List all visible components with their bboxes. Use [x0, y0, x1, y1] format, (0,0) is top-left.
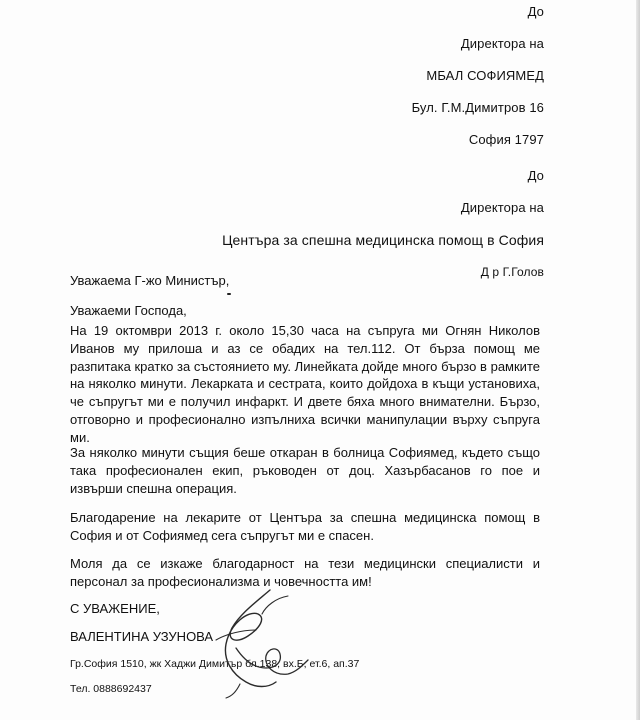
salutation-gentlemen: Уважаеми Господа, — [70, 303, 187, 318]
salutation-minister: Уважаема Г-жо Министър, — [70, 273, 230, 288]
recipient-title: Директора на — [460, 36, 544, 51]
pen-mark — [227, 293, 231, 295]
recipient-block-hospital — [412, 2, 544, 162]
sender-name: ВАЛЕНТИНА УЗУНОВА — [70, 629, 214, 644]
recipient-person: Д р Г.Голов — [480, 265, 544, 279]
paragraph-incident: На 19 октомври 2013 г. около 15,30 часа на съпруга ми Огнян Николов Иванов му прилоша и аз се обадих на тел.112. От бърза помощ ме разпитака кратко за състоянието му. Линейката дойде много бързо в рамките на няколко минути. Лекарката и сестрата, които дойдоха в къщи установиха, че съпругът ми е получил инфаркт. И двете бяха много внимателни. Бързо, отговорно и професионално изпълниха всички манипулации върху съпруга ми. — [70, 323, 540, 445]
paragraph-gratitude: Благодарение на лекарите от Центъра за спешна медицинска помощ в София и от Софиямед сега съпругът ми е спасен. — [70, 510, 540, 543]
recipient-block-emergency-center — [222, 166, 544, 280]
recipient-institution: Центъра за спешна медицинска помощ в София — [222, 232, 544, 248]
recipient-to: До — [527, 168, 544, 183]
sender-address: Гр.София 1510, жк Хаджи Димитър бл.138, вх.Б, ет.6, ап.37 — [70, 658, 360, 670]
paragraph-request: Моля да се изкаже благодарност на тези медицински специалисти и персонал за професионализма и човечността им! — [70, 556, 540, 589]
handwritten-signature — [196, 584, 316, 704]
paragraph-hospital: За няколко минути същия беше откаран в болница Софиямед, където също така професионален екип, ръководен от доц. Хазърбасанов го пое и извърши спешна операция. — [70, 445, 540, 496]
sender-phone: Тел. 0888692437 — [70, 683, 152, 695]
scan-edge — [636, 0, 640, 720]
recipient-title: Директора на — [460, 200, 544, 215]
recipient-street: Бул. Г.М.Димитров 16 — [411, 100, 544, 115]
recipient-city: София 1797 — [468, 132, 544, 147]
recipient-institution: МБАЛ СОФИЯМЕД — [426, 68, 544, 83]
closing: С УВАЖЕНИЕ, — [70, 601, 160, 616]
recipient-to: До — [527, 4, 544, 19]
